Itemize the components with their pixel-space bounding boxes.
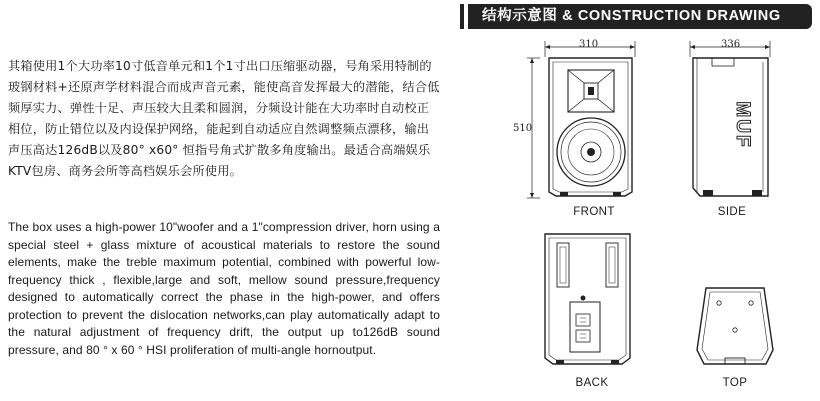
side-caption: SIDE [717,206,747,218]
side-depth-dimension: 336 [721,39,741,50]
front-view-drawing [527,41,635,198]
top-view-drawing [697,288,773,364]
chinese-description: 其箱使用1个大功率10寸低音单元和1个1寸出口压缩驱动器，号角采用特制的玻钢材料+还原声学材料混合而成声音元素，能使高音发挥最大的潜能，结合低频厚实力、弹性十足、声压较大且柔和圆润，分频设计能在大功率时自动校正相位，防止错位以及内设保护网络，能起到自动适应自然调整频点漂移，输出声压高达126dB以及80° x60° 恒指号角式扩散多角度输出。最适合高端娱乐KTV包房、商务会所等高档娱乐会所使用。 [8,59,440,178]
back-caption: BACK [575,377,609,389]
front-height-dimension: 510 [513,123,533,134]
back-view-drawing [545,234,630,364]
english-description: The box uses a high-power 10"woofer and a 1"compression driver, horn using a special steel + glass mixture of acoustical materials to restore the sound elements, make the treble maximum potential, combined with powerful low-frequency thick , flexible,large and soft, mellow sound pressure,frequency designed to automatically correct the phase in the high-power, and offers protection to prevent the dislocation networks,can play automatically adapt to the natural adjustment of frequency drift, the output up to126dB sound pressure, and 80 ° x 60 ° HSI proliferation of multi-angle hornoutput. [8,220,440,357]
front-width-dimension: 310 [579,39,599,50]
side-brand-logo: MUF [732,101,753,149]
front-caption: FRONT [573,206,615,218]
section-title: 结构示意图 & CONSTRUCTION DRAWING [468,4,812,29]
top-caption: TOP [722,377,748,389]
